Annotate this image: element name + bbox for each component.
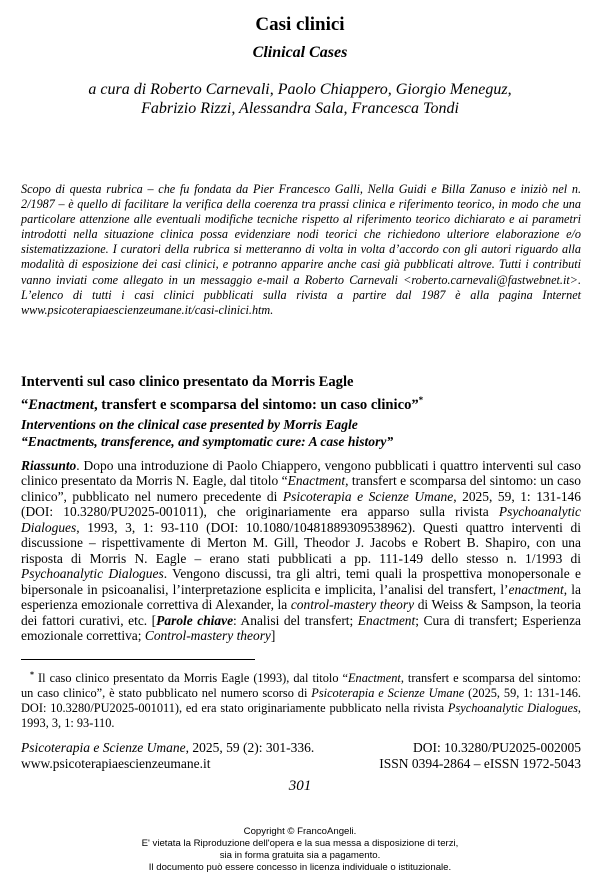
citation-doi: DOI: 10.3280/PU2025-002005 (413, 740, 581, 755)
editors-line-1: a cura di Roberto Carnevali, Paolo Chiappero, Giorgio Meneguz, (88, 81, 512, 98)
scope-label: Scopo di questa rubrica (21, 182, 143, 196)
keywords-label: Parole chiave (156, 612, 234, 628)
copyright-line-2: E' vietata la Riproduzione dell'opera e la sua messa a disposizione di terzi, (141, 838, 459, 849)
footnote: * Il caso clinico presentato da Morris Eagle (1993), dal titolo “Enactment, transfert e scomparsa del sintomo: un caso clinico”, è stato pubblicato nel numero scorso di Psicoterapia e Scienze Umane (2025, 59, 1: 131-146. DOI: 10.3280/PU2025-001011), ed era stato originariamente pubblicato nella rivista Psychoanalytic Dialogues, 1993, 3, 1: 93-110. (21, 670, 582, 730)
copyright-notice (0, 826, 600, 874)
article-title-english (21, 417, 581, 450)
scope-text: – che fu fondata da Pier Francesco Galli, Nella Guidi e Billa Zanuso e iniziò nel n. 2/1987 – è quello di facilitare la verifica della coerenza tra prassi clinica e riferimento teorico, in modo che una particolare attenzione alle eventuali modifiche tecniche rispetto al riferimento teorico dichiarato e ai parametri introdotti nella situazione clinica possa evidenziare nodi teorici che richiedono ulteriore elaborazione e/o sistematizzazione. I curatori della rubrica si metteranno di volta in volta d’accordo con gli autori riguardo alla modalità di esposizione dei casi clinici, e potranno apparire anche casi già pubblicati altrove. Tutti i contributi vanno inviati come allegato in un messaggio e-mail a Roberto Carnevali <roberto.carnevali@fastwebnet.it>. L’elenco di tutti i casi clinici pubblicati sulla rivista a partire dal 1987 è alla pagina Internet www.psicoterapiaescienzeumane.it/casi-clinici.htm. (21, 182, 581, 317)
scope-paragraph (21, 182, 581, 318)
copyright-line-1: Copyright © FrancoAngeli. (243, 826, 357, 837)
citation-website: www.psicoterapiaescienzeumane.it (21, 756, 211, 771)
article-title-en-line-1: Interventions on the clinical case presented by Morris Eagle (21, 417, 358, 432)
footnote-mark: * (30, 670, 34, 679)
article-title-line-1: Interventi sul caso clinico presentato da Morris Eagle (21, 374, 354, 390)
article-title-line-2: “Enactment, transfert e scomparsa del sintomo: un caso clinico”* (21, 395, 424, 413)
citation-issn: ISSN 0394-2864 – eISSN 1972-5043 (379, 756, 581, 771)
editors-line-2: Fabrizio Rizzi, Alessandra Sala, Francesca Tondi (141, 100, 459, 117)
article-title-italian (21, 373, 581, 414)
section-title: Casi clinici (255, 14, 345, 35)
page-number: 301 (288, 778, 312, 794)
abstract-label: Riassunto (21, 458, 77, 473)
copyright-line-4: Il documento può essere concesso in licenza individuale o istituzionale. (148, 862, 452, 873)
citation-journal: Psicoterapia e Scienze Umane, 2025, 59 (2): 301-336. (21, 740, 315, 755)
footnote-divider (21, 659, 255, 660)
copyright-line-3: sia in forma gratuita sia a pagamento. (219, 850, 381, 861)
article-title-en-line-2: “Enactments, transference, and symptomatic cure: A case history” (21, 433, 394, 449)
section-subtitle: Clinical Cases (252, 44, 348, 61)
editors (40, 80, 560, 118)
abstract-paragraph: Riassunto. Dopo una introduzione di Paolo Chiappero, vengono pubblicati i quattro interventi sul caso clinico presentato da Morris N. Eagle, dal titolo “Enactment, transfert e scomparsa del sintomo: un caso clinico”, pubblicato nel numero precedente di Psicoterapia e Scienze Umane, 2025, 59, 1: 131-146 (DOI: 10.3280/PU2025-001011), che originariamente era apparso sulla rivista Psychoanalytic Dialogues, 1993, 3, 1: 93-110 (DOI: 10.1080/10481889309538962). Questi quattro interventi di discussione – rispettivamente di Merton M. Gill, Theodor J. Jacobs e Robert B. Shapiro, con una risposta di Morris N. Eagle – erano stati pubblicati a pp. 111-149 dello stesso n. 1/1993 di Psychoanalytic Dialogues. Vengono discussi, tra gli altri, temi quali la prospettiva monopersonale e bipersonale in psicoanalisi, l’interpretazione esplicita e implicita, l’analisi del transfert, l’enactment, la esperienza emozionale correttiva di Alexander, la control-mastery theory di Weiss & Sampson, la teoria dei fattori curativi, etc. [Parole chiave: Analisi del transfert; Enactment; Cura di transfert; Esperienza emozionale correttiva; Control-mastery theory] (21, 458, 582, 643)
footnote-marker: * (418, 395, 424, 405)
